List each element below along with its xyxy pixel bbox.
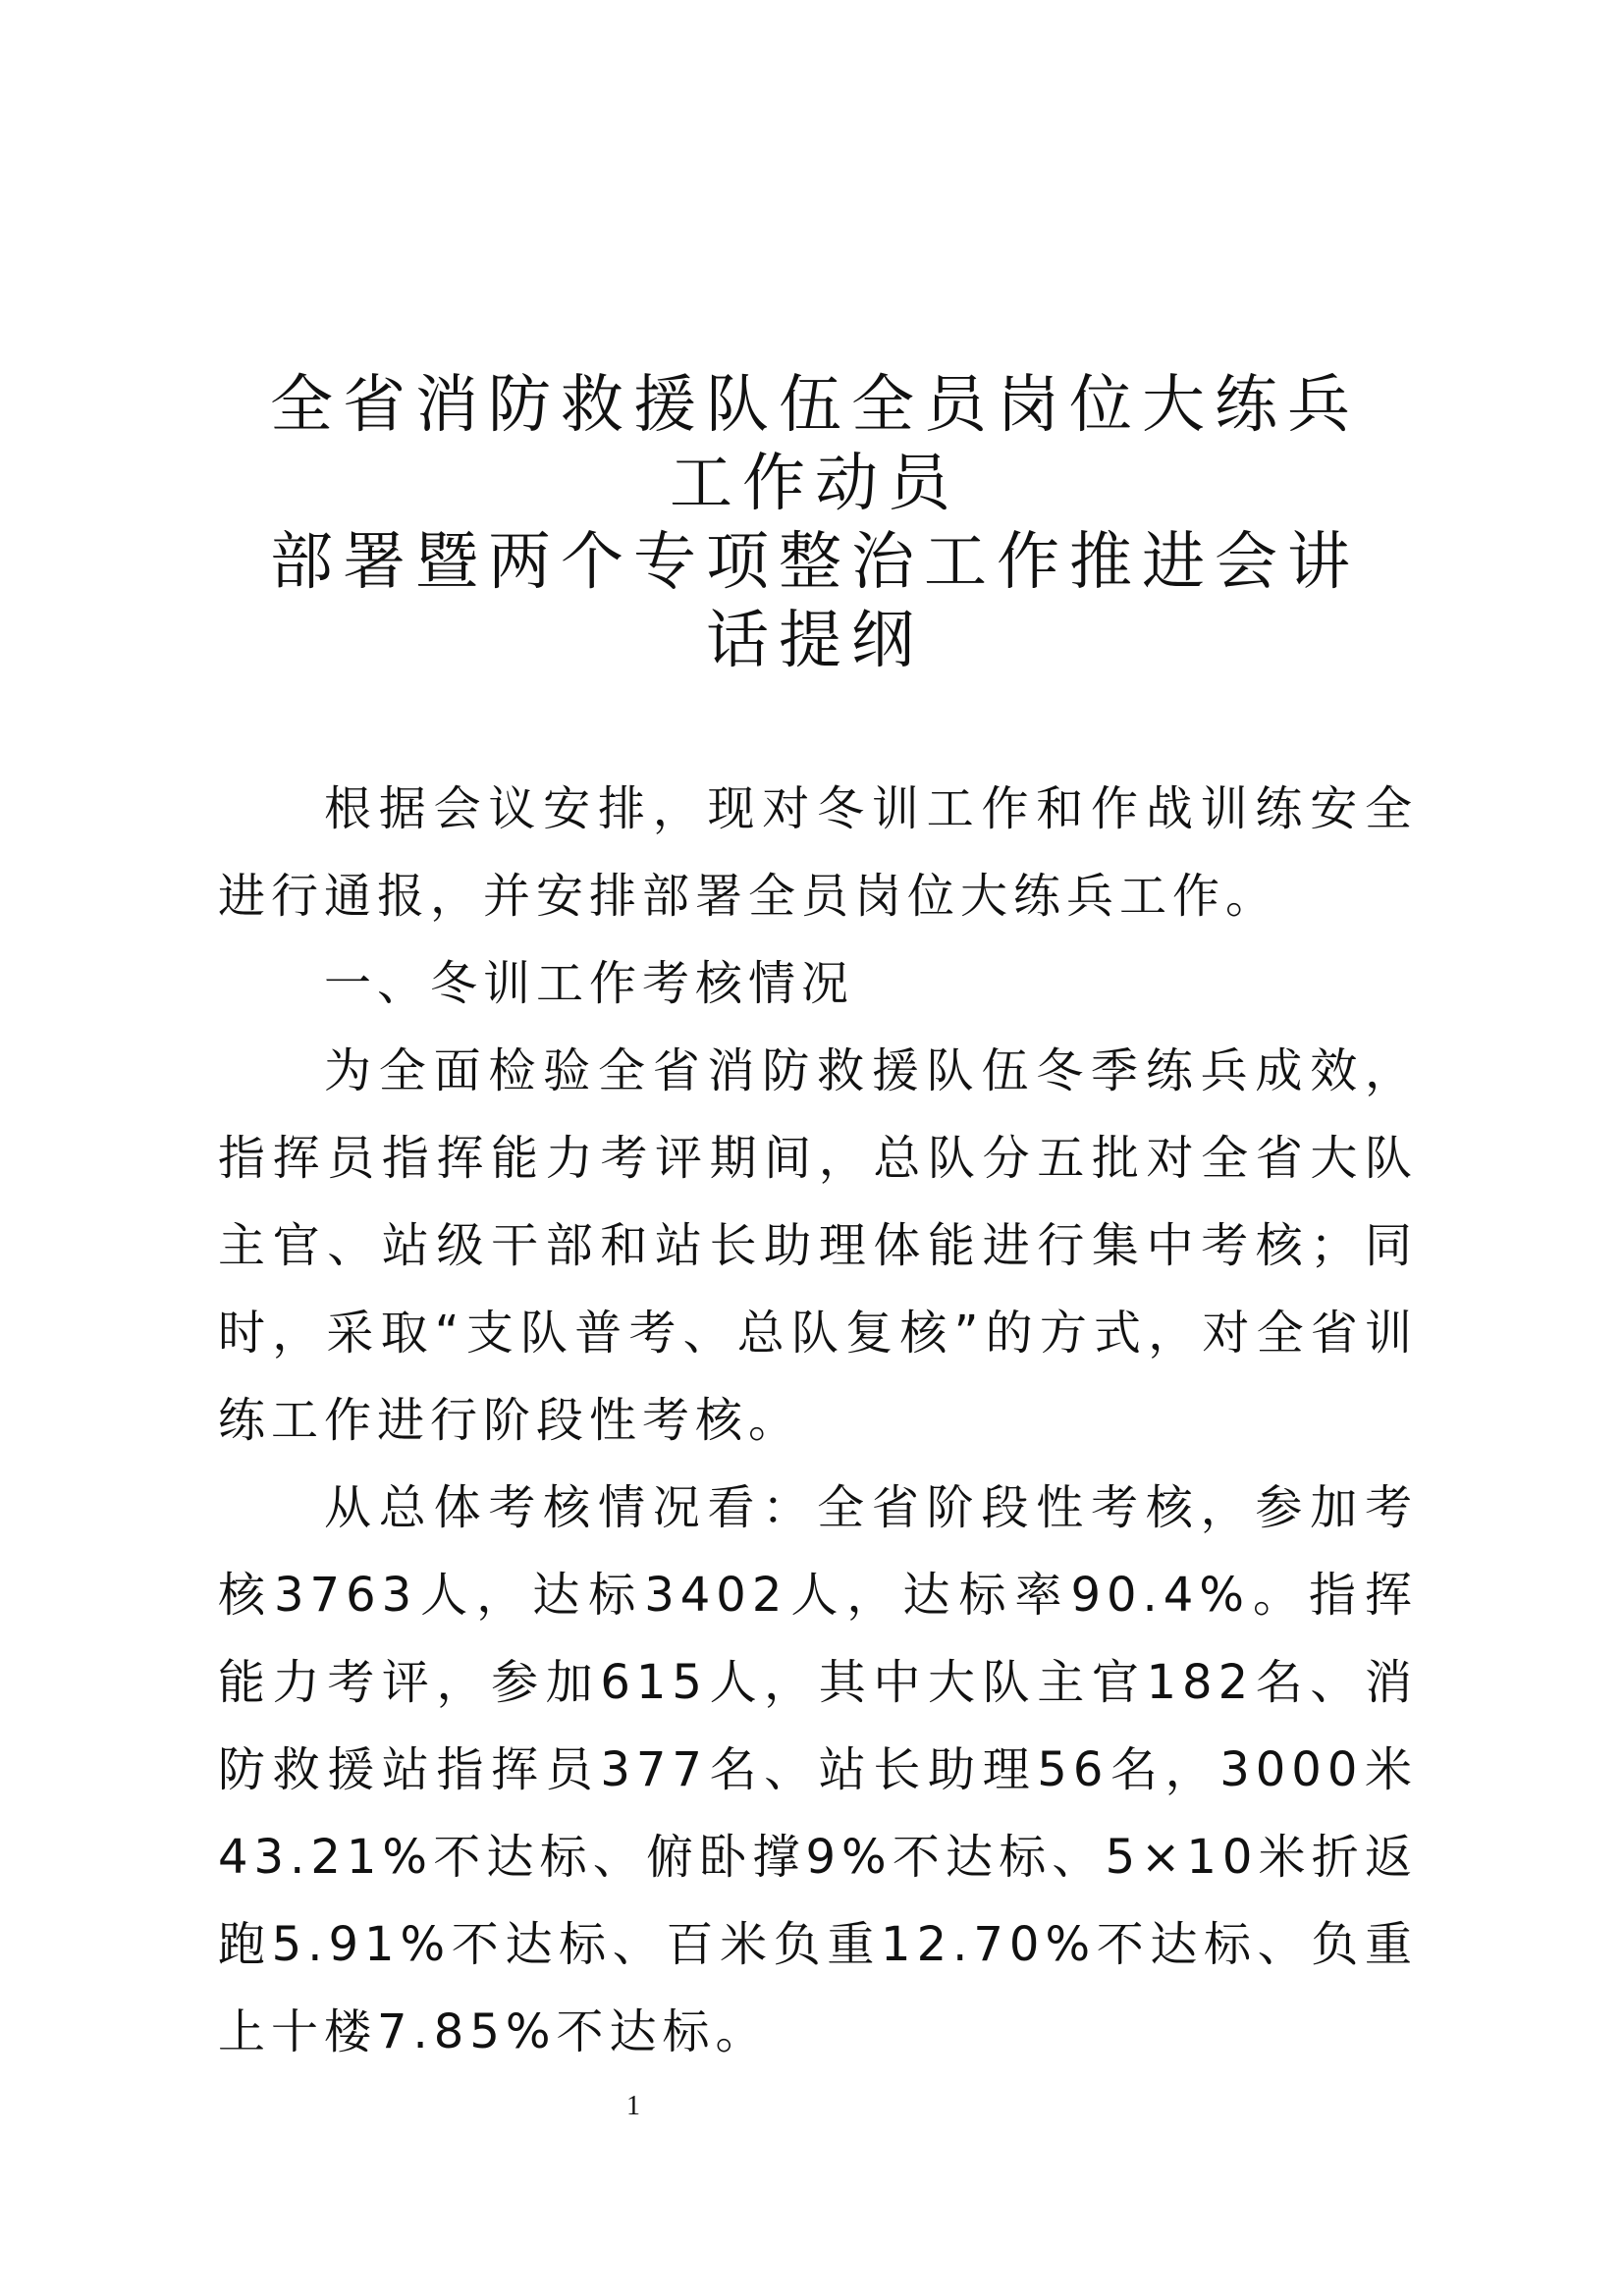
results-paragraph: 从总体考核情况看：全省阶段性考核，参加考核3763人，达标3402人，达标率90.4%。指挥能力考评，参加615人，其中大队主官182名、消防救援站指挥员377名、站长助理56名，3000米43.21%不达标、俯卧撑9%不达标、5×10米折返跑5.91%不达标、百米负重12.70%不达标、负重上十楼7.85%不达标。 <box>218 1480 1418 2059</box>
page-number: 1 <box>626 2091 640 2121</box>
title-line-4: 话提纲 <box>706 604 924 677</box>
assessment-paragraph: 为全面检验全省消防救援队伍冬季练兵成效，指挥员指挥能力考评期间，总队分五批对全省大队主官、站级干部和站长助理体能进行集中考核；同时，采取“支队普考、总队复核”的方式，对全省训练工作进行阶段性考核。 <box>218 1043 1418 1448</box>
title-line-3: 部署暨两个专项整治工作推进会讲 <box>270 525 1360 599</box>
intro-paragraph: 根据会议安排，现对冬训工作和作战训练安全进行通报，并安排部署全员岗位大练兵工作。 <box>218 781 1418 924</box>
document-body <box>218 766 1418 2076</box>
title-line-2: 工作动员 <box>670 447 960 520</box>
section-heading: 一、冬训工作考核情况 <box>324 956 855 1011</box>
document-title <box>216 366 1414 680</box>
title-line-1: 全省消防救援队伍全员岗位大练兵 <box>270 368 1360 442</box>
